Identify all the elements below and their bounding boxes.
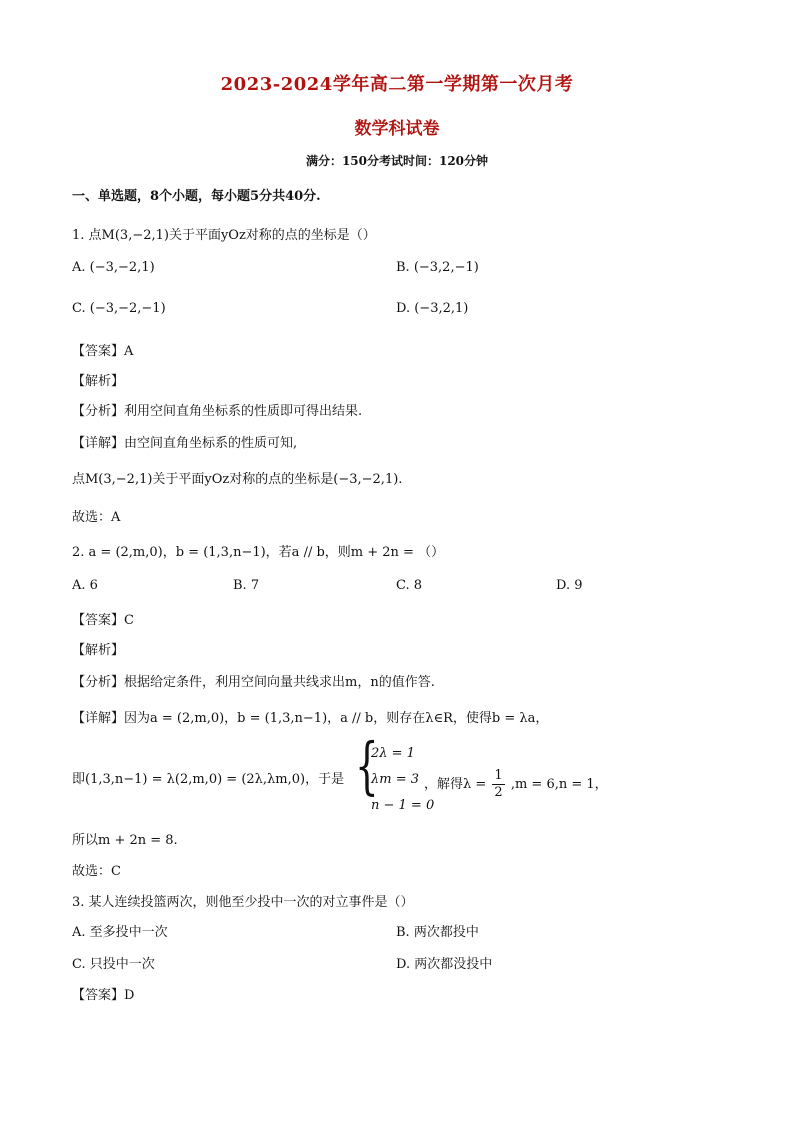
system-eq-2: λm = 3 [371, 772, 419, 787]
q2-detail: 【详解】因为a = (2,m,0)，b = (1,3,n−1)，a // b，则存在λ∈R，使得b = λa， [72, 711, 549, 726]
q1-option-a: A. (−3,−2,1) [72, 260, 155, 275]
q2-option-b: B. 7 [233, 578, 260, 593]
q1-answer: 【答案】A [72, 344, 134, 359]
q3-answer: 【答案】D [72, 988, 135, 1003]
q3-option-c: C. 只投中一次 [72, 957, 155, 972]
q2-detail-line3: 所以m + 2n = 8. [72, 833, 178, 848]
q3-option-b: B. 两次都投中 [396, 925, 479, 940]
q1-option-d: D. (−3,2,1) [396, 301, 469, 316]
q2-choose: 故选：C [72, 864, 121, 879]
section-heading: 一、单选题，8个小题，每小题5分共40分. [72, 189, 321, 204]
brace-symbol: { [355, 729, 379, 802]
q2-stem: 2. a = (2,m,0)，b = (1,3,n−1)，若a // b，则m + 2n = （） [72, 545, 445, 560]
q2-option-a: A. 6 [72, 578, 98, 593]
q1-jiexi: 【解析】 [72, 374, 125, 389]
q1-option-c: C. (−3,−2,−1) [72, 301, 166, 316]
exam-subject: 数学科试卷 [354, 119, 440, 139]
q3-option-a: A. 至多投中一次 [72, 925, 168, 940]
q1-detail-line2: 点M(3,−2,1)关于平面yOz对称的点的坐标是(−3,−2,1). [72, 472, 403, 487]
q1-option-b: B. (−3,2,−1) [396, 260, 479, 275]
q2-detail-line2a: 即(1,3,n−1) = λ(2,m,0) = (2λ,λm,0)，于是 [72, 772, 345, 787]
system-eq-1: 2λ = 1 [371, 746, 415, 761]
exam-meta: 满分：150分考试时间：120分钟 [305, 154, 489, 168]
q2-analysis: 【分析】根据给定条件，利用空间向量共线求出m，n的值作答. [72, 675, 435, 690]
q3-stem: 3. 某人连续投篮两次，则他至少投中一次的对立事件是（） [72, 895, 414, 910]
fraction-denominator: 2 [494, 785, 503, 800]
q1-stem: 1. 点M(3,−2,1)关于平面yOz对称的点的坐标是（） [72, 228, 376, 243]
q3-option-d: D. 两次都没投中 [396, 957, 493, 972]
q1-detail: 【详解】由空间直角坐标系的性质可知, [72, 436, 298, 451]
q2-option-c: C. 8 [396, 578, 423, 593]
fraction-one-half [492, 768, 504, 801]
q1-choose: 故选：A [72, 510, 121, 525]
q2-jiexi: 【解析】 [72, 643, 125, 658]
q2-answer: 【答案】C [72, 613, 134, 628]
q1-analysis: 【分析】利用空间直角坐标系的性质即可得出结果. [72, 404, 363, 419]
system-eq-3: n − 1 = 0 [371, 798, 435, 813]
fraction-numerator: 1 [494, 768, 503, 783]
solve-label: ，解得λ = [424, 777, 487, 792]
solve-values: ,m = 6,n = 1， [510, 777, 608, 792]
q2-option-d: D. 9 [556, 578, 583, 593]
q2-detail-line2b [424, 768, 608, 801]
exam-title: 2023-2024学年高二第一学期第一次月考 [220, 74, 574, 95]
